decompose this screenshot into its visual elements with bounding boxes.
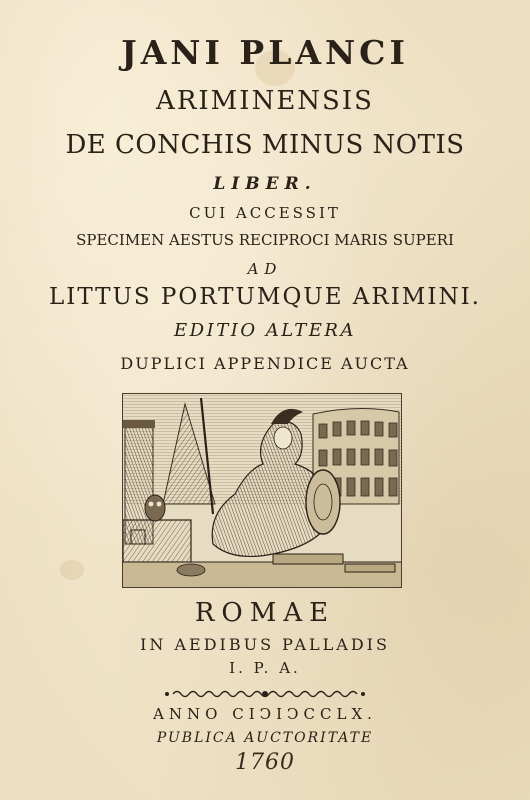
paper-stain xyxy=(60,560,84,580)
imprint-ipa: I. P. A. xyxy=(229,659,301,677)
imprint-year: ANNO CIↃIↃCCLX. xyxy=(153,705,377,723)
imprint-city: ROMAE xyxy=(194,598,336,628)
liber-line: LIBER. xyxy=(213,174,317,194)
decorative-ornament-rule xyxy=(163,688,367,700)
owl-shape xyxy=(145,495,165,521)
author-origin: ARIMINENSIS xyxy=(156,86,374,116)
chest-shape xyxy=(123,520,191,562)
imprint-printer: IN AEDIBUS PALLADIS xyxy=(140,635,390,654)
author-name: JANI PLANCI xyxy=(121,33,409,72)
frontispiece-engraving xyxy=(122,393,402,588)
littus-line: LITTUS PORTUMQUE ARIMINI. xyxy=(49,284,481,310)
imprint-authority: PUBLICA AUCTORITATE xyxy=(156,730,374,746)
books-shape xyxy=(273,554,343,564)
engraving-illustration xyxy=(123,394,401,587)
cui-accessit-line: CUI ACCESSIT xyxy=(189,204,341,222)
ad-line: AD xyxy=(247,260,283,278)
appendice-line: DUPLICI APPENDICE AUCTA xyxy=(120,354,410,373)
handwritten-year: 1760 xyxy=(235,750,295,775)
editio-line: EDITIO ALTERA xyxy=(174,320,356,341)
shield-shape xyxy=(306,470,340,534)
book-title: DE CONCHIS MINUS NOTIS xyxy=(65,130,465,160)
specimen-line: SPECIMEN AESTUS RECIPROCI MARIS SUPERI xyxy=(76,231,454,249)
